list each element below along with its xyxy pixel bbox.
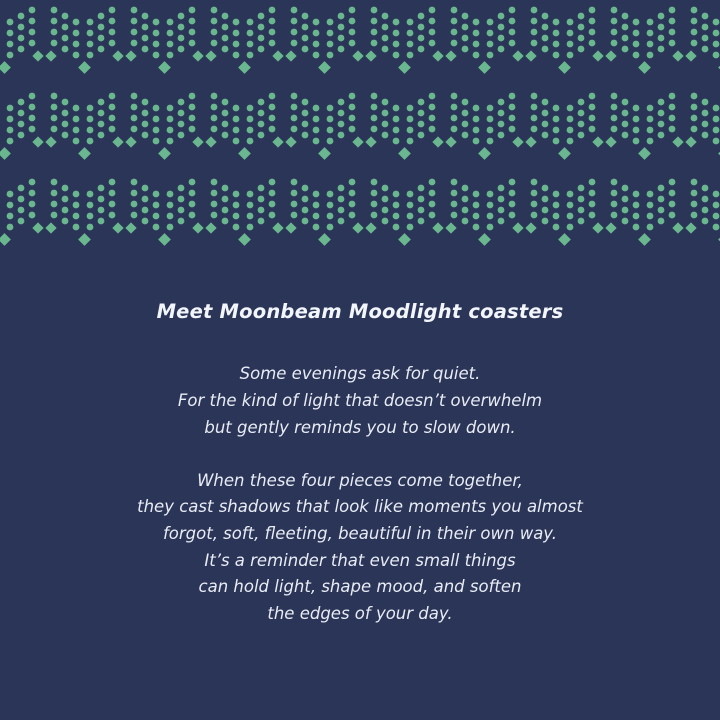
story-line: forgot, soft, fleeting, beautiful in their own way. xyxy=(162,523,558,543)
story-line: but gently reminds you to slow down. xyxy=(204,417,516,437)
story-paragraph-2 xyxy=(0,468,720,628)
story-line: For the kind of light that doesn’t overwhelm xyxy=(177,391,543,411)
story-paragraph-1 xyxy=(0,361,720,441)
story-text-block xyxy=(0,300,720,628)
page-title: Meet Moonbeam Moodlight coasters xyxy=(156,300,564,323)
story-line: When these four pieces come together, xyxy=(197,470,523,490)
story-line: the edges of your day. xyxy=(267,604,453,624)
story-line: they cast shadows that look like moments you almost xyxy=(137,497,583,517)
story-line: can hold light, shape mood, and soften xyxy=(198,577,522,597)
moonbeam-dot-chevron-pattern xyxy=(0,0,720,268)
story-line: Some evenings ask for quiet. xyxy=(239,364,481,384)
story-line: It’s a reminder that even small things xyxy=(204,550,516,570)
